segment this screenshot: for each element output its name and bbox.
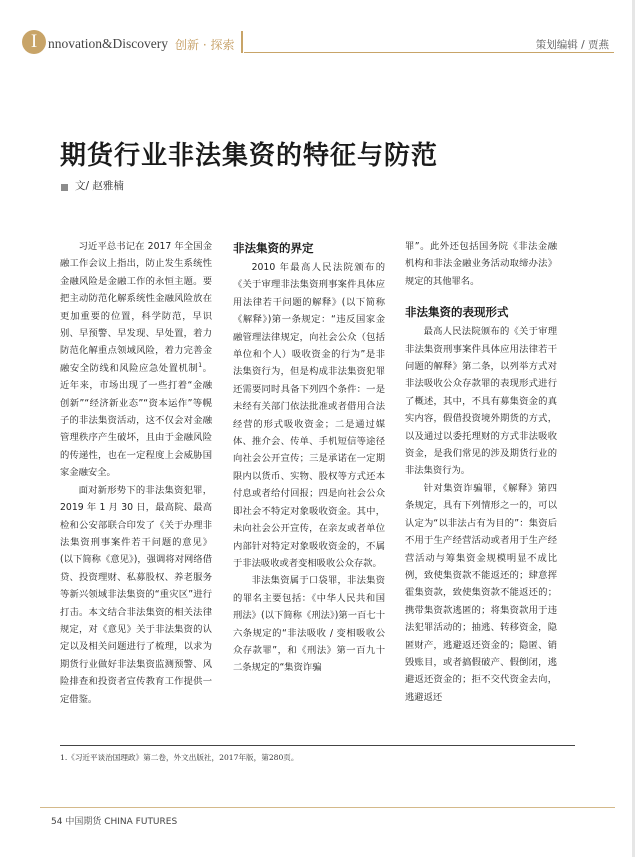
article-author: 文/ 赵雅楠 <box>75 180 124 192</box>
header-divider <box>241 31 243 53</box>
section-name-english: nnovation&Discovery <box>48 36 168 51</box>
body-paragraph: 最高人民法院颁布的《关于审理非法集资刑事案件具体应用法律若干问题的解释》第二条，以列举方式对非法吸收公众存款罪的表现形式进行了概述，其中，不具有募集资金的真实内容，假借投资境外期货的方式，以及通过以委托理财的方式非法吸收资金，是我们常见的涉及期货行业的非法集资行为。 <box>405 326 557 477</box>
magazine-name-english: CHINA FUTURES <box>104 817 178 827</box>
section-badge-icon <box>22 30 46 54</box>
page-footer <box>51 814 177 827</box>
body-paragraph: 非法集资属于口袋罪，非法集资的罪名主要包括：《中华人民共和国刑法》(以下简称《刑法》)第一百七十六条规定的“非法吸收 / 变相吸收公众存款罪”，和《刑法》第一百九十二条规定的“集资诈骗 <box>233 575 385 674</box>
section-name-chinese: 创新 · 探索 <box>175 38 235 52</box>
section-heading: 非法集资的表现形式 <box>405 305 509 320</box>
magazine-name-chinese: 中国期货 <box>65 817 102 827</box>
paragraph-text: 。近年来，市场出现了一些打着“金融创新”“经济新业态”“资本运作”等幌子的非法集资活动，这不仅会对金融管理秩序产生破坏，且由于金融风险的传递性，也在一定程度上会威胁国家金融安全。 <box>60 362 212 479</box>
footnote-rule <box>60 745 575 746</box>
footnote-marker: 1 <box>198 361 203 369</box>
text-column-2 <box>233 238 385 677</box>
text-column-3 <box>405 238 557 706</box>
text-column-1 <box>60 238 212 708</box>
section-heading: 非法集资的界定 <box>233 241 314 255</box>
body-paragraph: 针对集资诈骗罪，《解释》第四条规定，具有下列情形之一的，可以认定为“以非法占有为目的”：集资后不用于生产经营活动或者用于生产经营活动与筹集资金规模明显不成比例，致使集资款不能返还的；肆意挥霍集资款，致使集资款不能返还的；携带集资款逃匿的；将集资款用于违法犯罪活动的；抽逃、转移资金，隐匿财产，逃避返还资金的；隐匿、销毁账目，或者搞假破产、假倒闭，逃避返还资金的；拒不交代资金去向，逃避返还 <box>405 482 557 703</box>
page-number: 54 <box>51 817 63 827</box>
article-title: 期货行业非法集资的特征与防范 <box>60 141 439 171</box>
body-paragraph: 2010 年最高人民法院颁布的《关于审理非法集资刑事案件具体应用法律若干问题的解释》(以下简称《解释》)第一条规定：“违反国家金融管理法律规定，向社会公众（包括单位和个人）吸收资金的行为”是非法集资行为，但是构成非法集资犯罪还需要同时具备下列四个条件：一是未经有关部门依法批准或者借用合法经营的形式吸收资金；二是通过媒体、推介会、传单、手机短信等途径向社会公开宣传；三是承诺在一定期限内以货币、实物、股权等方式还本付息或者给付回报；四是向社会公众即社会不特定对象吸收资金。其中，未向社会公开宣传，在亲友或者单位内部针对特定对象吸收资金的，不属于非法吸收或者变相吸收公众存款。 <box>233 262 385 569</box>
author-marker-icon <box>61 184 68 191</box>
planning-editor: 策划编辑 / 贾燕 <box>535 39 609 51</box>
section-badge-letter: I <box>30 31 38 52</box>
header-rule <box>244 52 614 53</box>
footer-rule <box>40 807 615 808</box>
body-paragraph-continued: 罪”。此外还包括国务院《非法金融机构和非法金融业务活动取缔办法》规定的其他罪名。 <box>405 241 557 287</box>
paragraph-text: 习近平总书记在 2017 年全国金融工作会议上指出，防止发生系统性金融风险是金融工作的永恒主题。要把主动防范化解系统性金融风险放在更加重要的位置，科学防范，早识别、早预警、早发现、早处置，着力防范化解重点领域风险，着力完善金融安全防线和风险应急处置机制 <box>60 241 212 374</box>
body-paragraph <box>60 238 212 482</box>
body-paragraph: 面对新形势下的非法集资犯罪，2019 年 1 月 30 日，最高院、最高检和公安部联合印发了《关于办理非法集资刑事案件若干问题的意见》(以下简称《意见》)，强调将对网络借贷、投资理财、私募股权、养老服务等新兴领域非法集资的“重灾区”进行打击。本文结合非法集资的相关法律规定，对《意见》关于非法集资的认定以及相关问题进行了梳理，以求为期货行业做好非法集资监测预警、风险排查和投资者宣传教育工作提供一定借鉴。 <box>60 484 212 705</box>
footnote: 1.《习近平谈治国理政》第二卷，外文出版社，2017年版，第280页。 <box>60 753 299 762</box>
